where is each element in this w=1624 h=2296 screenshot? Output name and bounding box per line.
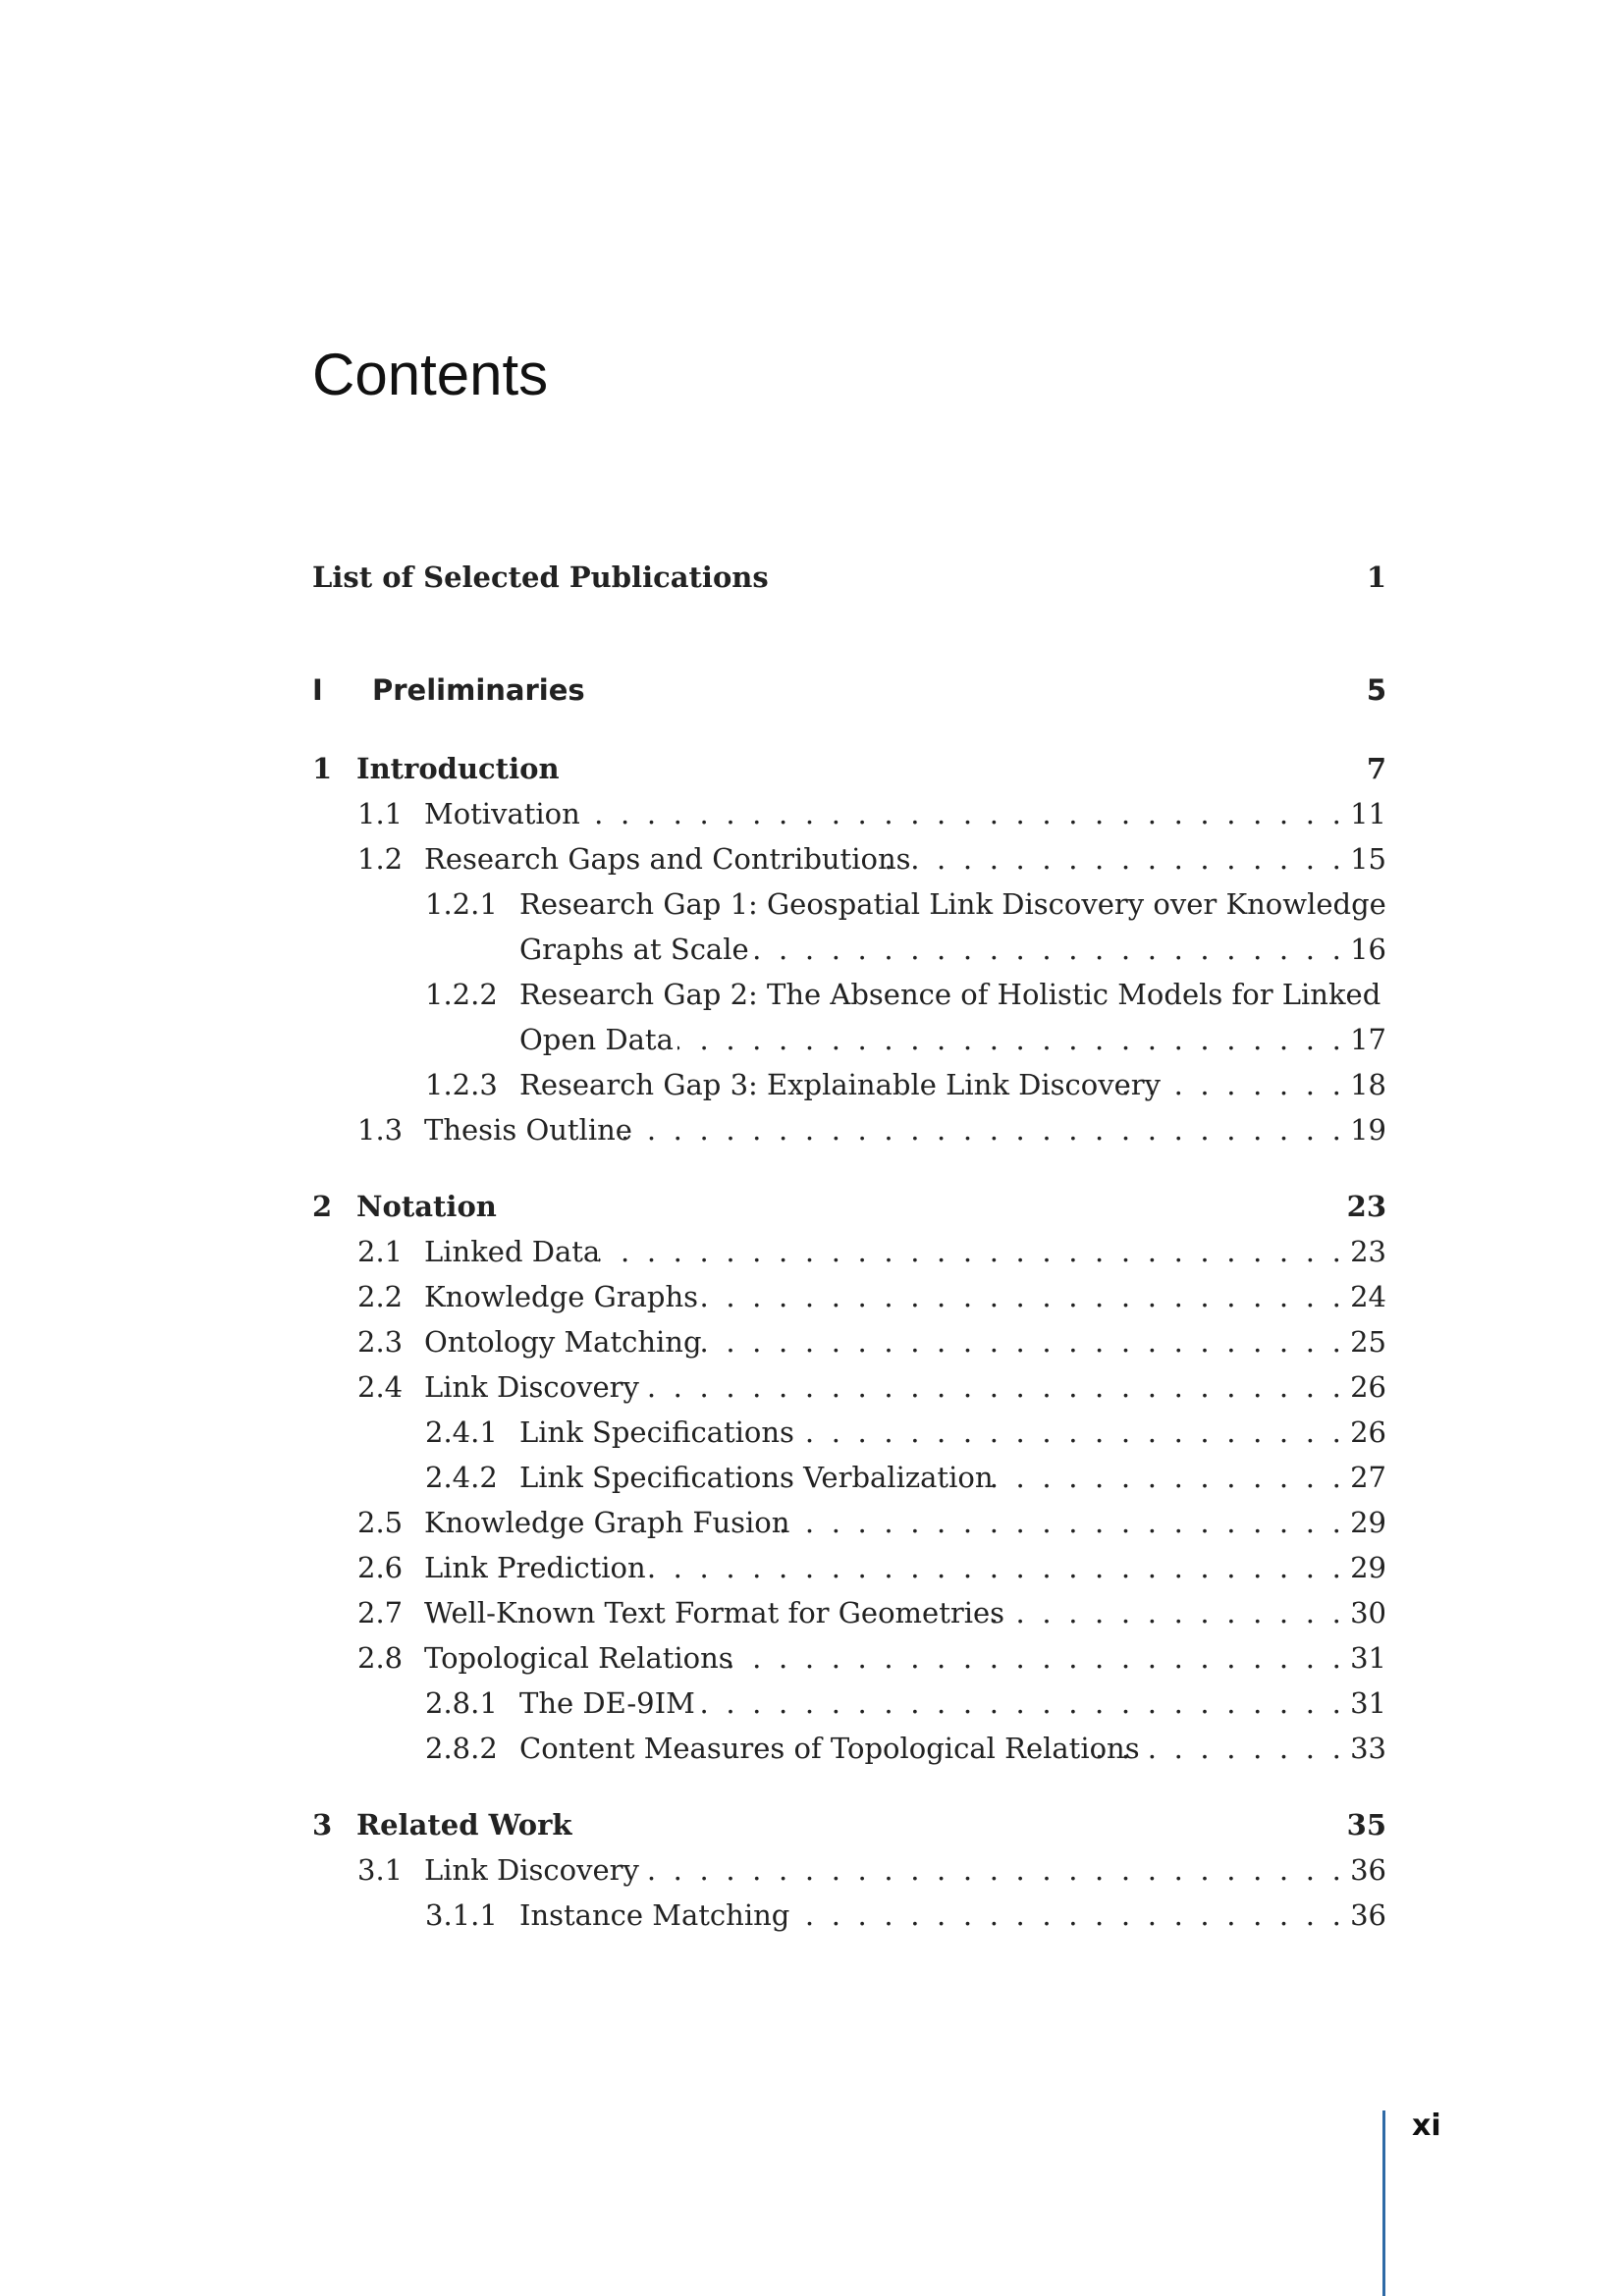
- toc-entry-title: Ontology Matching: [424, 1325, 702, 1359]
- toc-entry-title-continued: Graphs at Scale: [519, 933, 749, 966]
- toc-section[interactable]: [0, 1322, 1624, 1362]
- toc-entry-page: 36: [1350, 1853, 1386, 1887]
- toc-entry-number: 2.4.2: [425, 1461, 498, 1494]
- toc-subsection[interactable]: [0, 1065, 1624, 1104]
- toc-section[interactable]: [0, 1548, 1624, 1587]
- toc-entry-page: 17: [1350, 1023, 1386, 1056]
- toc-part-title: Preliminaries: [372, 673, 585, 707]
- toc-section[interactable]: [0, 1638, 1624, 1678]
- toc-entry-page: 7: [1366, 752, 1386, 785]
- dot-leader: [736, 930, 1345, 969]
- toc-entry-title: Linked Data: [424, 1235, 601, 1268]
- toc-entry-page: 18: [1350, 1068, 1386, 1101]
- toc-entry-number: 3.1: [357, 1853, 404, 1887]
- toc-entry-number: 2.1: [357, 1235, 404, 1268]
- toc-entry-page: 29: [1350, 1506, 1386, 1539]
- toc-entry-page: 23: [1350, 1235, 1386, 1268]
- page-number: xi: [1412, 2109, 1441, 2143]
- toc-entry-page: 36: [1350, 1898, 1386, 1932]
- toc-entry-number: 2.5: [357, 1506, 404, 1539]
- toc-subsection[interactable]: [0, 1458, 1624, 1497]
- toc-entry-title: Related Work: [356, 1808, 572, 1842]
- toc-entry-page: 30: [1350, 1596, 1386, 1629]
- toc-entry-page: 15: [1350, 842, 1386, 876]
- toc-entry-number: 1.2.3: [425, 1068, 498, 1101]
- toc-subsection[interactable]: [0, 975, 1624, 1014]
- toc-entry-title: Link Specifications: [519, 1415, 794, 1449]
- toc-entry-page: 11: [1350, 797, 1386, 830]
- toc-entry-number: 2: [312, 1190, 333, 1223]
- dot-leader: [785, 1413, 1345, 1452]
- toc-subsection[interactable]: [0, 1413, 1624, 1452]
- toc-entry-number: 2.7: [357, 1596, 404, 1629]
- toc-entry-page: 35: [1346, 1808, 1386, 1842]
- toc-part-preliminaries[interactable]: [0, 670, 1624, 710]
- toc-entry-number: 1: [312, 752, 333, 785]
- toc-entry-title: Link Discovery: [424, 1370, 639, 1404]
- dot-leader: [687, 1277, 1345, 1316]
- toc-entry-number: 3.1.1: [425, 1898, 498, 1932]
- toc-entry-page: 33: [1350, 1732, 1386, 1765]
- toc-entry-title: Research Gap 1: Geospatial Link Discovery over Knowledge: [519, 887, 1386, 921]
- toc-entry-number: 1.2.2: [425, 978, 498, 1011]
- toc-entry-page: 31: [1350, 1686, 1386, 1720]
- dot-leader: [599, 1232, 1345, 1271]
- dot-leader: [579, 794, 1345, 833]
- toc-entry-title: Link Specifications Verbalization: [519, 1461, 994, 1494]
- toc-chapter[interactable]: [0, 749, 1624, 788]
- toc-entry-publications[interactable]: [0, 558, 1624, 597]
- toc-subsection[interactable]: [0, 884, 1624, 924]
- toc-entry-page: 24: [1350, 1280, 1386, 1313]
- toc-section[interactable]: [0, 1367, 1624, 1407]
- dot-leader: [717, 1638, 1345, 1678]
- toc-entry-page: 19: [1350, 1113, 1386, 1147]
- dot-leader: [677, 1020, 1345, 1059]
- toc-entry-number: 1.3: [357, 1113, 404, 1147]
- dot-leader: [643, 1850, 1345, 1890]
- toc-section[interactable]: [0, 1593, 1624, 1632]
- toc-part-number: I: [312, 673, 323, 707]
- toc-entry-page: 26: [1350, 1415, 1386, 1449]
- dot-leader: [972, 1593, 1345, 1632]
- dot-leader: [785, 1896, 1345, 1935]
- toc-part-page: 5: [1366, 673, 1386, 707]
- toc-section[interactable]: [0, 794, 1624, 833]
- toc-subsection[interactable]: [0, 1729, 1624, 1768]
- toc-entry-title: Link Discovery: [424, 1853, 639, 1887]
- toc-entry-title: Instance Matching: [519, 1898, 790, 1932]
- toc-section[interactable]: [0, 1503, 1624, 1542]
- dot-leader: [643, 1367, 1345, 1407]
- toc-entry-title: Topological Relations: [424, 1641, 733, 1675]
- toc-entry-page: 27: [1350, 1461, 1386, 1494]
- toc-entry-title: Motivation: [424, 797, 580, 830]
- toc-entry-number: 2.3: [357, 1325, 404, 1359]
- toc-entry-title: Notation: [356, 1190, 497, 1223]
- toc-entry-page: 23: [1346, 1190, 1386, 1223]
- dot-leader: [766, 1503, 1345, 1542]
- toc-entry-title: Knowledge Graphs: [424, 1280, 699, 1313]
- dot-leader: [687, 1322, 1345, 1362]
- toc-entry-title: Research Gaps and Contributions: [424, 842, 911, 876]
- toc-chapter[interactable]: [0, 1187, 1624, 1226]
- toc-entry-page: 1: [1366, 561, 1386, 594]
- toc-entry-page: 26: [1350, 1370, 1386, 1404]
- dot-leader: [972, 1458, 1345, 1497]
- toc-subsection-continued[interactable]: [0, 1020, 1624, 1059]
- toc-entry-title: Content Measures of Topological Relations: [519, 1732, 1140, 1765]
- dot-leader: [623, 1110, 1345, 1149]
- toc-entry-number: 2.8.1: [425, 1686, 498, 1720]
- toc-entry-number: 1.2: [357, 842, 404, 876]
- page-margin-bar: [1382, 2110, 1385, 2296]
- toc-entry-title: The DE-9IM: [519, 1686, 695, 1720]
- toc-entry-title: Knowledge Graph Fusion: [424, 1506, 790, 1539]
- toc-entry-number: 1.1: [357, 797, 404, 830]
- toc-section[interactable]: [0, 1110, 1624, 1149]
- toc-entry-number: 2.4: [357, 1370, 404, 1404]
- toc-entry-number: 1.2.1: [425, 887, 498, 921]
- toc-entry-title: Thesis Outline: [424, 1113, 632, 1147]
- toc-entry-number: 3: [312, 1808, 333, 1842]
- toc-subsection-continued[interactable]: [0, 930, 1624, 969]
- toc-entry-page: 16: [1350, 933, 1386, 966]
- toc-section[interactable]: [0, 1232, 1624, 1271]
- toc-section[interactable]: [0, 839, 1624, 879]
- page-title: Contents: [312, 342, 549, 407]
- toc-entry-page: 29: [1350, 1551, 1386, 1584]
- toc-entry-number: 2.2: [357, 1280, 404, 1313]
- toc-entry-page: 25: [1350, 1325, 1386, 1359]
- toc-section[interactable]: [0, 1277, 1624, 1316]
- dot-leader: [692, 1683, 1345, 1723]
- toc-entry-number: 2.8.2: [425, 1732, 498, 1765]
- toc-entry-number: 2.4.1: [425, 1415, 498, 1449]
- toc-subsection[interactable]: [0, 1896, 1624, 1935]
- toc-entry-page: 31: [1350, 1641, 1386, 1675]
- toc-subsection[interactable]: [0, 1683, 1624, 1723]
- toc-entry-title: Research Gap 3: Explainable Link Discovery: [519, 1068, 1162, 1101]
- dot-leader: [874, 839, 1345, 879]
- toc-chapter[interactable]: [0, 1805, 1624, 1844]
- toc-entry-title: Research Gap 2: The Absence of Holistic Models for Linked: [519, 978, 1381, 1011]
- dot-leader: [1095, 1729, 1345, 1768]
- toc-entry-title: List of Selected Publications: [312, 561, 769, 594]
- dot-leader: [643, 1548, 1345, 1587]
- dot-leader: [1114, 1065, 1345, 1104]
- toc-entry-number: 2.6: [357, 1551, 404, 1584]
- toc-entry-title: Link Prediction: [424, 1551, 646, 1584]
- toc-entry-title-continued: Open Data: [519, 1023, 674, 1056]
- toc-entry-title: Well-Known Text Format for Geometries: [424, 1596, 1005, 1629]
- toc-entry-number: 2.8: [357, 1641, 404, 1675]
- toc-entry-title: Introduction: [356, 752, 560, 785]
- toc-section[interactable]: [0, 1850, 1624, 1890]
